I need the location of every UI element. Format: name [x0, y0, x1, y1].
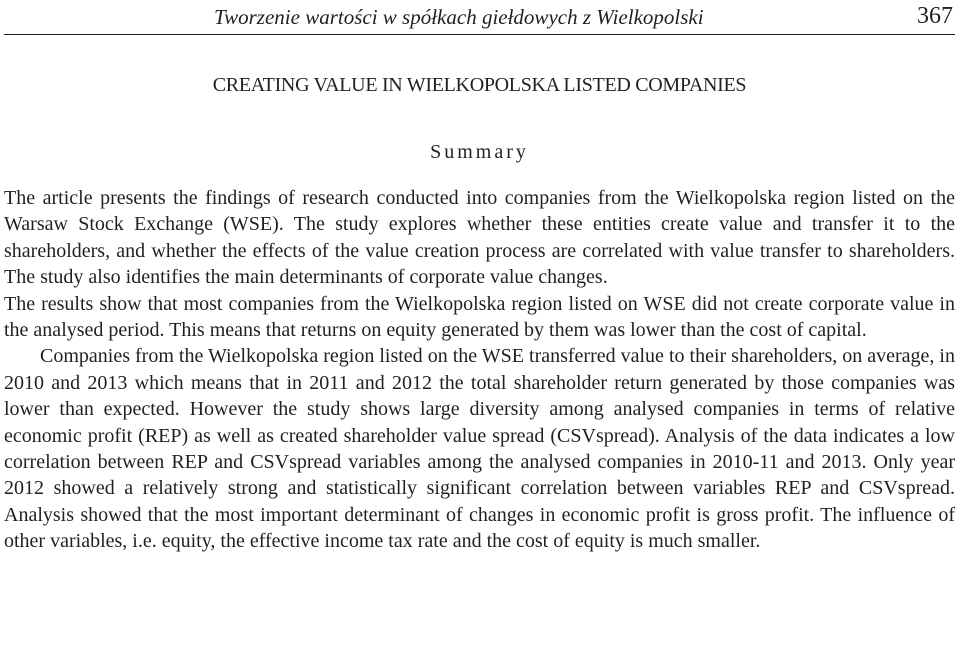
page-number: 367 [917, 3, 953, 29]
summary-paragraph-1: The article presents the findings of research conducted into companies from the Wielkopolska region listed on the Warsaw Stock Exchange (WSE). The study explores whether these entities create value and transfer it to the shareholders, and whether the effects of the value creation process are correlated with value transfer to shareholders. The study also identifies the main determinants of corporate value changes. [4, 187, 955, 289]
summary-body [4, 185, 955, 555]
summary-paragraph-2: The results show that most companies from the Wielkopolska region listed on WSE did not create corporate value in the analysed period. This means that returns on equity generated by them was lower than the cost of capital. [4, 292, 955, 342]
article-title: CREATING VALUE IN WIELKOPOLSKA LISTED COMPANIES [212, 74, 747, 96]
document-page [4, 0, 955, 667]
running-header [4, 0, 955, 35]
running-title: Tworzenie wartości w spółkach giełdowych z Wielkopolski [214, 5, 704, 29]
summary-heading: Summary [430, 141, 529, 163]
summary-paragraph-3: Companies from the Wielkopolska region listed on the WSE transferred value to their shareholders, on average, in 2010 and 2013 which means that in 2011 and 2012 the total shareholder return generated by those companies was lower than expected. However the study shows large diversity among analysed companies in terms of relative economic profit (REP) as well as created shareholder value spread (CSVspread). Analysis of the data indicates a low correlation between REP and CSVspread variables among the analysed companies in 2010-11 and 2013. Only year 2012 showed a relatively strong and statistically significant correlation between variables REP and CSVspread. Analysis showed that the most important determinant of changes in economic profit is gross profit. The influence of other variables, i.e. equity, the effective income tax rate and the cost of equity is much smaller. [4, 345, 955, 553]
